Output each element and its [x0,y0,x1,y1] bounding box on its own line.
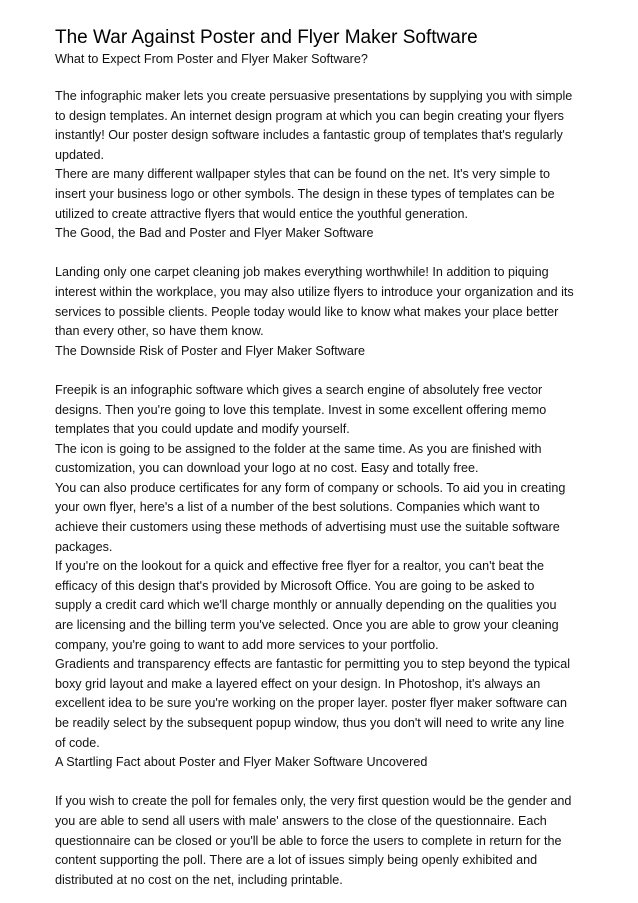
paragraph-line: services to possible clients. People today would like to know what makes your place better [55,304,559,319]
paragraph-line: than every other, so have them know. [55,324,264,339]
body-paragraph [55,381,595,440]
paragraph-line: of code. [55,735,100,750]
paragraph-line: your own flyer, here's a list of a number of the best solutions. Companies which want to [55,500,540,515]
paragraph-line: are licensing and the billing term you've selected. Once you are able to grow your cleaning [55,618,559,633]
body-paragraph [55,792,595,890]
body-paragraph [55,87,595,165]
paragraph-line: company, you're going to want to add more services to your portfolio. [55,637,439,652]
body-paragraph [55,440,595,479]
document-page [55,26,595,890]
paragraph-line: Gradients and transparency effects are fantastic for permitting you to step beyond the typical [55,657,570,672]
paragraph-line: customization, you can download your logo at no cost. Easy and totally free. [55,461,479,476]
paragraph-line: The infographic maker lets you create persuasive presentations by supplying you with simple [55,89,573,103]
paragraph-line: You can also produce certificates for any form of company or schools. To aid you in creating [55,480,566,495]
paragraph-line: designs. Then you're going to love this template. Invest in some excellent offering memo [55,402,547,417]
document-section [55,381,595,773]
paragraph-line: supply a credit card which we'll charge monthly or annually depending on the qualities you [55,598,557,613]
paragraph-line: excellent idea to be sure you're working on the proper layer. poster flyer maker software can [55,696,568,711]
document-body [55,87,595,890]
paragraph-line: updated. [55,147,105,162]
paragraph-line: content supporting the poll. There are a lot of issues simply being openly exhibited and [55,853,538,868]
document-section [55,87,595,244]
paragraph-line: templates that you could update and modify yourself. [55,422,350,437]
document-section [55,792,595,890]
section-heading: A Startling Fact about Poster and Flyer Maker Software Uncovered [55,755,428,770]
paragraph-line: Freepik is an infographic software which gives a search engine of absolutely free vector [55,382,543,397]
body-paragraph [55,479,595,557]
body-paragraph [55,557,595,655]
paragraph-line: packages. [55,539,113,554]
body-paragraph [55,655,595,753]
paragraph-line: insert your business logo or other symbols. The design in these types of templates can be [55,186,555,201]
paragraph-line: distributed at no cost on the net, including printable. [55,872,343,887]
paragraph-line: be readily select by the subsequent popup window, thus you don't will need to write any line [55,716,565,730]
paragraph-line: boxy grid layout and make a layered effect on your design. In Photoshop, it's always an [55,676,541,691]
paragraph-line: questionnaire can be closed or you'll be able to force the users to complete in return for the [55,833,562,848]
document-subtitle: What to Expect From Poster and Flyer Maker Software? [55,52,368,66]
paragraph-line: The icon is going to be assigned to the folder at the same time. As you are finished with [55,441,542,456]
paragraph-line: Landing only one carpet cleaning job makes everything worthwhile! In addition to piquing [55,265,549,280]
paragraph-line: utilized to create attractive flyers that would entice the youthful generation. [55,206,469,221]
paragraph-line: to design templates. An internet design program at which you can begin creating your flyers [55,108,564,123]
paragraph-line: interest within the workplace, you may also utilize flyers to introduce your organization and its [55,284,574,299]
paragraph-line: achieve their customers using these methods of advertising must use the suitable software [55,520,560,535]
body-paragraph [55,263,595,341]
body-paragraph [55,165,595,224]
paragraph-line: efficacy of this design that's provided by Microsoft Office. You are going to be asked to [55,578,535,593]
document-section [55,263,595,361]
paragraph-line: There are many different wallpaper styles that can be found on the net. It's very simple to [55,167,550,182]
section-heading: The Downside Risk of Poster and Flyer Maker Software [55,343,366,358]
paragraph-line: you are able to send all users with male' answers to the close of the questionnaire. Each [55,813,547,828]
document-title: The War Against Poster and Flyer Maker Software [55,27,478,48]
section-heading: The Good, the Bad and Poster and Flyer Maker Software [55,226,374,241]
paragraph-line: instantly! Our poster design software includes a fantastic group of templates that's regularly [55,128,563,143]
paragraph-line: If you wish to create the poll for females only, the very first question would be the gender and [55,794,572,809]
paragraph-line: If you're on the lookout for a quick and effective free flyer for a realtor, you can't beat the [55,559,545,574]
